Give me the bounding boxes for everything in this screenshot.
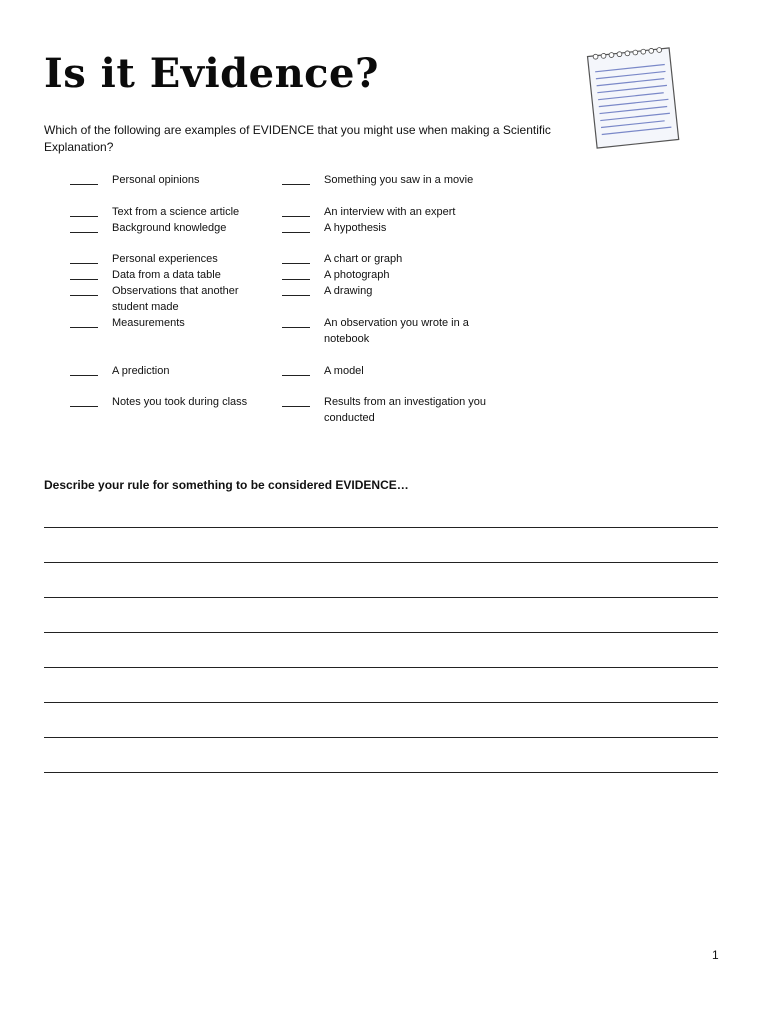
item-text: Personal opinions	[112, 174, 200, 186]
answer-line[interactable]	[44, 667, 718, 668]
answer-line[interactable]	[44, 737, 718, 738]
item-text: Notes you took during class	[112, 396, 248, 408]
item-text: Text from a science article	[112, 206, 240, 218]
item-text: An interview with an expert	[324, 206, 456, 218]
item-text: A model	[324, 365, 364, 377]
rule-prompt: Describe your rule for something to be considered EVIDENCE…	[44, 478, 409, 492]
item-text: Results from an investigation you conducted	[324, 396, 487, 424]
item-text: A hypothesis	[324, 222, 387, 234]
item-text: Data from a data table	[112, 269, 221, 281]
item-text: Something you saw in a movie	[324, 174, 474, 186]
answer-line[interactable]	[44, 702, 718, 703]
answer-line[interactable]	[44, 562, 718, 563]
item-text: A prediction	[112, 365, 170, 377]
answer-line[interactable]	[44, 527, 718, 528]
page-number: 1	[712, 948, 719, 962]
item-text: A drawing	[324, 285, 373, 297]
instructions: Which of the following are examples of EVIDENCE that you might use when making a Scientific Explanation?	[44, 123, 551, 154]
item-text: A photograph	[324, 269, 390, 281]
item-text: Background knowledge	[112, 222, 227, 234]
answer-line[interactable]	[44, 632, 718, 633]
item-text: A chart or graph	[324, 253, 403, 265]
answer-line[interactable]	[44, 597, 718, 598]
item-text: Observations that another student made	[112, 285, 239, 313]
notepad-icon	[582, 42, 684, 152]
item-text: An observation you wrote in a notebook	[324, 317, 469, 345]
answer-line[interactable]	[44, 772, 718, 773]
item-text: Personal experiences	[112, 253, 218, 265]
page-title: Is it Evidence?	[44, 50, 379, 97]
item-text: Measurements	[112, 317, 185, 329]
